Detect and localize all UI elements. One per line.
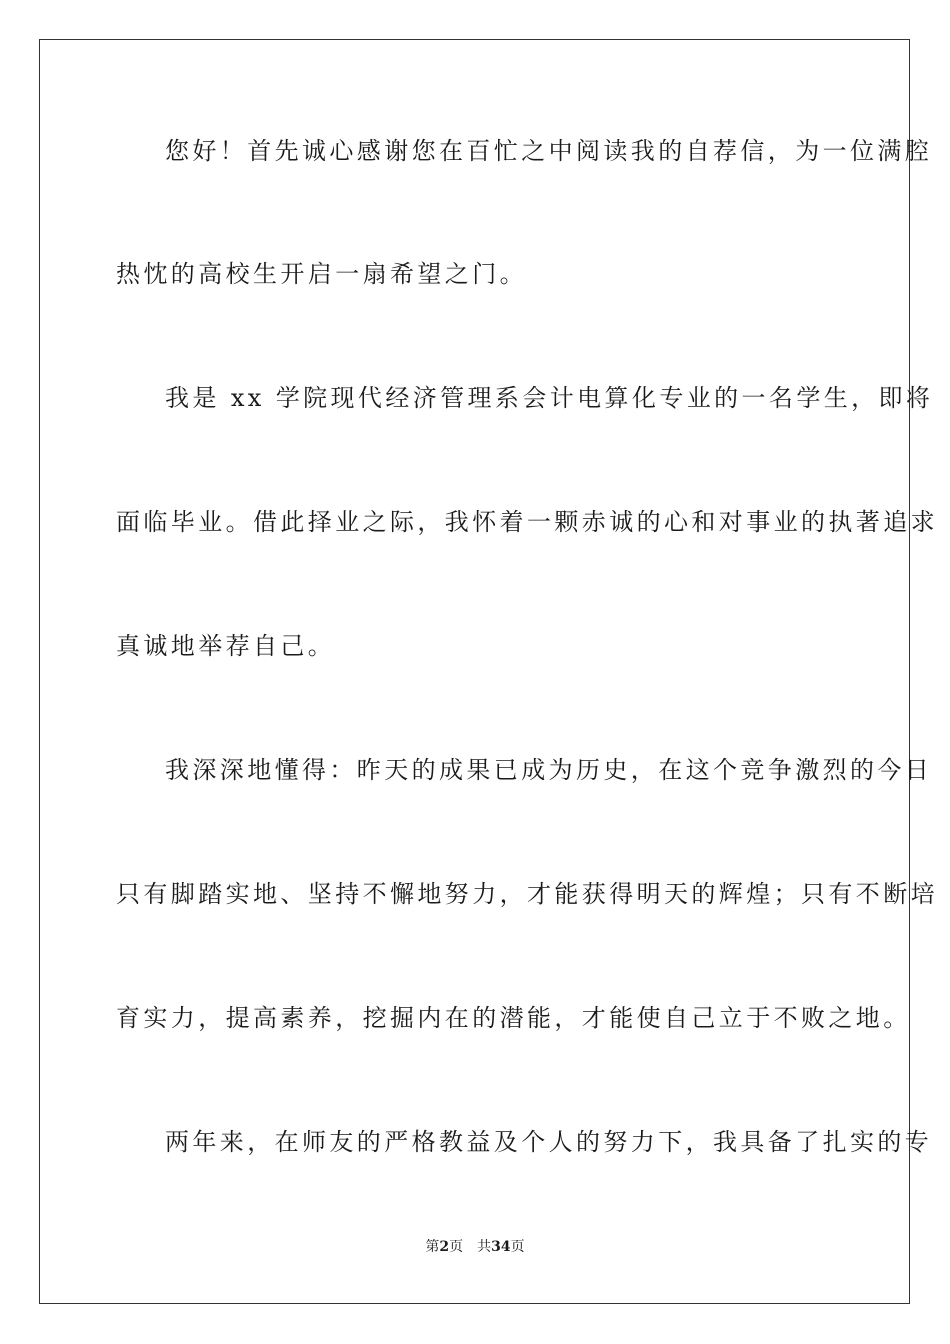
page-label-prefix: 第 bbox=[425, 1239, 440, 1255]
paragraph-4-line-1: 两年来，在师友的严格教益及个人的努力下，我具备了扎实的专 bbox=[165, 1128, 933, 1156]
total-label-prefix: 共 bbox=[477, 1239, 492, 1255]
page-footer bbox=[0, 1238, 950, 1256]
current-page-number: 2 bbox=[439, 1239, 450, 1255]
page-label-suffix: 页 bbox=[449, 1239, 464, 1255]
paragraph-2-line-2: 面临毕业。借此择业之际，我怀着一颗赤诚的心和对事业的执著追求 bbox=[116, 508, 938, 536]
paragraph-3-line-2: 只有脚踏实地、坚持不懈地努力，才能获得明天的辉煌；只有不断培 bbox=[116, 880, 938, 908]
total-label-suffix: 页 bbox=[510, 1239, 525, 1255]
paragraph-3-line-1: 我深深地懂得：昨天的成果已成为历史，在这个竞争激烈的今日 bbox=[165, 756, 933, 784]
paragraph-3-line-3: 育实力，提高素养，挖掘内在的潜能，才能使自己立于不败之地。 bbox=[116, 1004, 911, 1032]
paragraph-1-line-1: 您好！首先诚心感谢您在百忙之中阅读我的自荐信，为一位满腔 bbox=[165, 137, 933, 165]
total-page-count: 34 bbox=[491, 1239, 511, 1255]
page-frame bbox=[39, 39, 938, 1304]
paragraph-2-line-3: 真诚地举荐自己。 bbox=[116, 632, 336, 660]
paragraph-2-line-1: 我是 xx 学院现代经济管理系会计电算化专业的一名学生，即将 bbox=[165, 384, 934, 412]
paragraph-1-line-2: 热忱的高校生开启一扇希望之门。 bbox=[116, 260, 527, 288]
